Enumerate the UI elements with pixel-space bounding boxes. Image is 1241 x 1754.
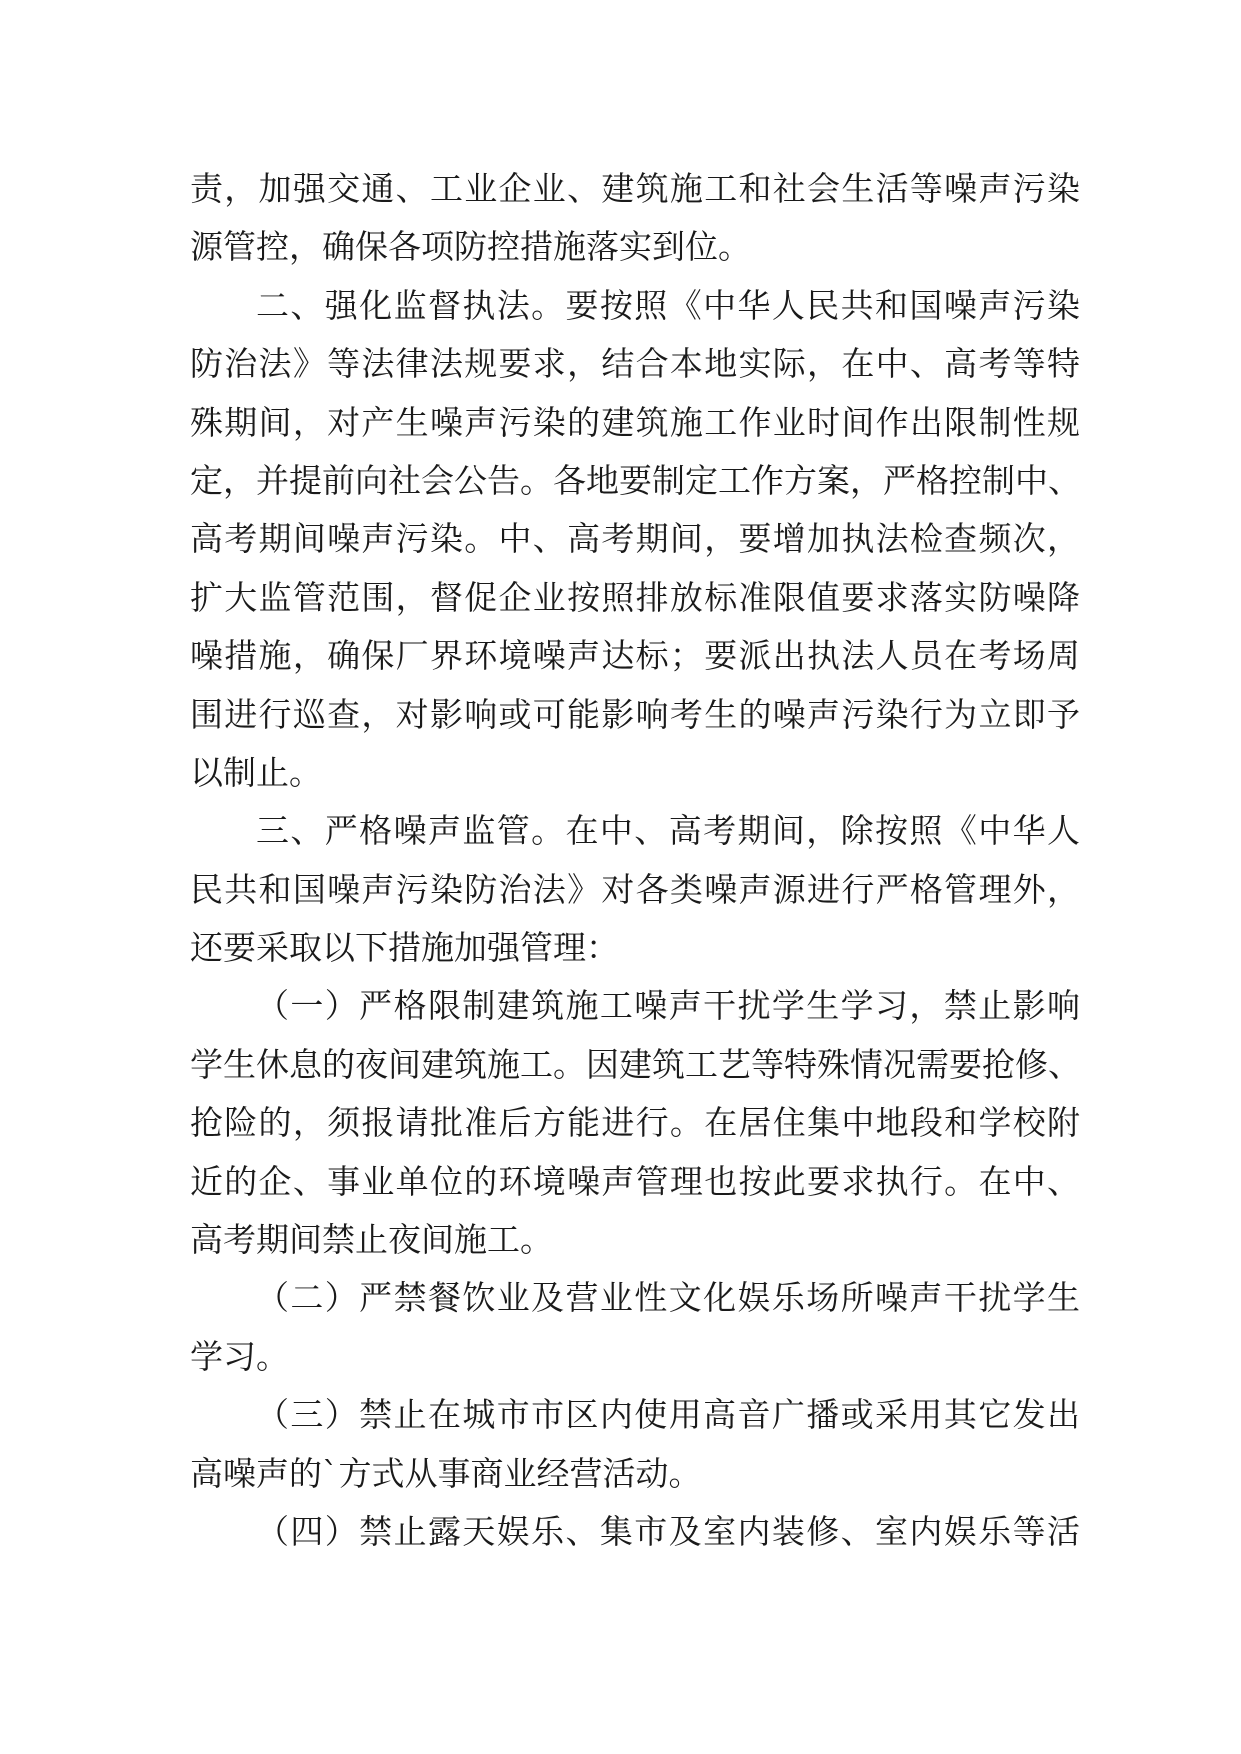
text-line: 以制止。 xyxy=(190,752,322,792)
text-line: 近的企、事业单位的环境噪声管理也按此要求执行。在中、 xyxy=(190,1161,1080,1201)
text-line: 围进行巡查，对影响或可能影响考生的噪声污染行为立即予 xyxy=(190,694,1080,734)
text-line: 定，并提前向社会公告。各地要制定工作方案，严格控制中、 xyxy=(190,460,1081,500)
text-line: 抢险的，须报请批准后方能进行。在居住集中地段和学校附 xyxy=(190,1103,1080,1143)
text-line: 高噪声的`方式从事商业经营活动。 xyxy=(190,1453,702,1493)
text-line: 责，加强交通、工业企业、建筑施工和社会生活等噪声污染 xyxy=(190,169,1080,208)
text-line: （三）禁止在城市市区内使用高音广播或采用其它发出 xyxy=(256,1395,1080,1435)
text-line: 二、强化监督执法。要按照《中华人民共和国噪声污染 xyxy=(256,285,1080,325)
text-line: 扩大监管范围，督促企业按照排放标准限值要求落实防噪降 xyxy=(190,577,1080,617)
text-line: 还要采取以下措施加强管理： xyxy=(190,928,619,968)
text-line: （二）严禁餐饮业及营业性文化娱乐场所噪声干扰学生 xyxy=(256,1278,1080,1318)
text-line: 学习。 xyxy=(190,1336,289,1376)
text-line: 殊期间，对产生噪声污染的建筑施工作业时间作出限制性规 xyxy=(190,402,1080,442)
text-line: （一）严格限制建筑施工噪声干扰学生学习，禁止影响 xyxy=(256,986,1080,1026)
text-line: 高考期间噪声污染。中、高考期间，要增加执法检查频次， xyxy=(190,519,1080,559)
body-text xyxy=(190,160,1080,1561)
text-line: 防治法》等法律法规要求，结合本地实际，在中、高考等特 xyxy=(190,344,1080,384)
text-line: 学生休息的夜间建筑施工。因建筑工艺等特殊情况需要抢修、 xyxy=(190,1044,1081,1084)
text-line: 噪措施，确保厂界环境噪声达标；要派出执法人员在考场周 xyxy=(190,636,1080,676)
text-line: （四）禁止露天娱乐、集市及室内装修、室内娱乐等活 xyxy=(256,1511,1080,1551)
text-line: 民共和国噪声污染防治法》对各类噪声源进行严格管理外， xyxy=(190,869,1080,909)
text-line: 三、严格噪声监管。在中、高考期间，除按照《中华人 xyxy=(256,811,1080,851)
text-line: 源管控，确保各项防控措施落实到位。 xyxy=(190,227,751,267)
text-line: 高考期间禁止夜间施工。 xyxy=(190,1220,553,1260)
